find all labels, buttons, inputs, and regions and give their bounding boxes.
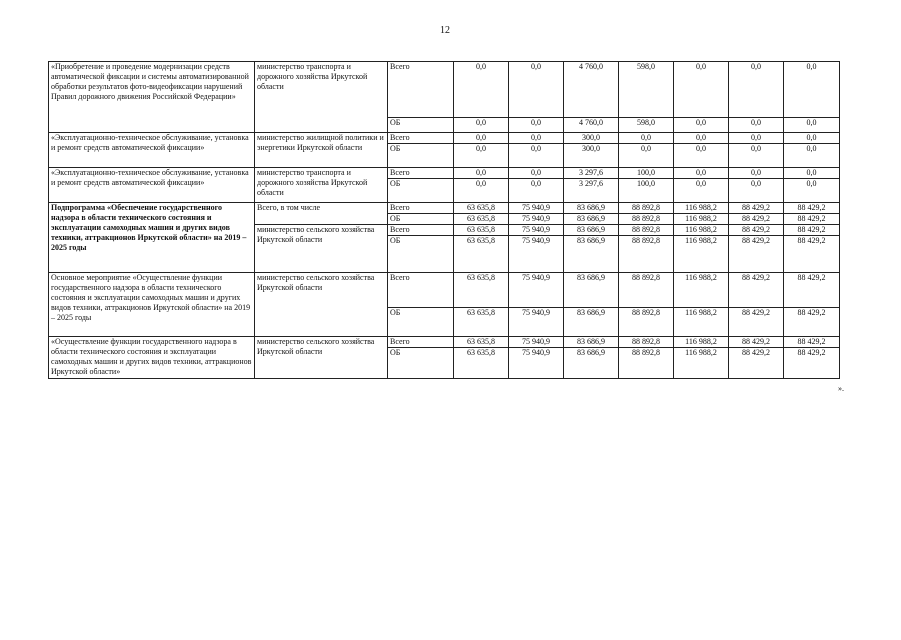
value-cell: 0,0 — [619, 133, 674, 144]
value-cell: 0,0 — [509, 144, 564, 168]
value-cell: 88 429,2 — [729, 203, 784, 214]
value-cell: 63 635,8 — [454, 273, 509, 308]
value-cell: 83 686,9 — [564, 308, 619, 337]
value-cell: 88 892,8 — [619, 214, 674, 225]
table-row — [49, 203, 840, 214]
value-cell: 300,0 — [564, 133, 619, 144]
value-cell: 100,0 — [619, 168, 674, 179]
value-cell: 88 429,2 — [784, 337, 840, 348]
value-cell: 75 940,9 — [509, 214, 564, 225]
source-label: Всего — [388, 133, 454, 144]
executor-cell: министерство транспорта и дорожного хозяйства Иркутской области — [255, 62, 388, 133]
value-cell: 116 988,2 — [674, 273, 729, 308]
value-cell: 75 940,9 — [509, 337, 564, 348]
subprogram-name: Подпрограмма «Обеспечение государственного надзора в области технического состояния и эксплуатации самоходных машин и других видов техники, аттракционов Иркутской области» на 2019 – 2025 годы — [49, 203, 255, 273]
value-cell: 116 988,2 — [674, 337, 729, 348]
value-cell: 0,0 — [674, 179, 729, 203]
executor-cell: министерство транспорта и дорожного хозяйства Иркутской области — [255, 168, 388, 203]
value-cell: 83 686,9 — [564, 203, 619, 214]
closing-quote-mark: ». — [838, 384, 844, 393]
value-cell: 88 429,2 — [729, 308, 784, 337]
table-row — [49, 62, 840, 118]
executor-cell: Всего, в том числе — [255, 203, 388, 225]
source-label: Всего — [388, 62, 454, 118]
value-cell: 0,0 — [454, 118, 509, 133]
measure-name: «Эксплуатационно-техническое обслуживание, установка и ремонт средств автоматической фиксации» — [49, 133, 255, 168]
value-cell: 88 429,2 — [729, 337, 784, 348]
value-cell: 0,0 — [784, 133, 840, 144]
value-cell: 83 686,9 — [564, 225, 619, 236]
executor-cell: министерство сельского хозяйства Иркутской области — [255, 225, 388, 273]
value-cell: 83 686,9 — [564, 348, 619, 379]
table-row — [49, 273, 840, 308]
value-cell: 0,0 — [674, 144, 729, 168]
source-label: Всего — [388, 168, 454, 179]
value-cell: 63 635,8 — [454, 236, 509, 273]
value-cell: 0,0 — [729, 62, 784, 118]
source-label: ОБ — [388, 348, 454, 379]
executor-cell: министерство жилищной политики и энергетики Иркутской области — [255, 133, 388, 168]
value-cell: 63 635,8 — [454, 337, 509, 348]
value-cell: 3 297,6 — [564, 179, 619, 203]
value-cell: 300,0 — [564, 144, 619, 168]
value-cell: 0,0 — [454, 168, 509, 179]
value-cell: 75 940,9 — [509, 203, 564, 214]
value-cell: 0,0 — [454, 144, 509, 168]
value-cell: 88 429,2 — [729, 236, 784, 273]
value-cell: 116 988,2 — [674, 214, 729, 225]
value-cell: 88 892,8 — [619, 236, 674, 273]
source-label: Всего — [388, 203, 454, 214]
measure-name: «Осуществление функции государственного надзора в области технического состояния и эксплуатации самоходных машин и других видов техники, аттракционов Иркутской области» — [49, 337, 255, 379]
value-cell: 0,0 — [509, 118, 564, 133]
value-cell: 88 429,2 — [784, 273, 840, 308]
value-cell: 88 429,2 — [729, 214, 784, 225]
value-cell: 0,0 — [454, 62, 509, 118]
value-cell: 116 988,2 — [674, 225, 729, 236]
source-label: Всего — [388, 337, 454, 348]
value-cell: 88 429,2 — [784, 236, 840, 273]
value-cell: 88 429,2 — [784, 203, 840, 214]
value-cell: 4 760,0 — [564, 62, 619, 118]
value-cell: 75 940,9 — [509, 308, 564, 337]
value-cell: 63 635,8 — [454, 348, 509, 379]
value-cell: 88 892,8 — [619, 337, 674, 348]
measure-name: Основное мероприятие «Осуществление функции государственного надзора в области технического состояния и эксплуатации самоходных машин и других видов техники, аттракционов Иркутской области» на 2019 – 2025 годы — [49, 273, 255, 337]
source-label: ОБ — [388, 214, 454, 225]
value-cell: 0,0 — [674, 62, 729, 118]
value-cell: 4 760,0 — [564, 118, 619, 133]
funding-table — [48, 61, 840, 379]
source-label: ОБ — [388, 118, 454, 133]
value-cell: 0,0 — [784, 144, 840, 168]
value-cell: 63 635,8 — [454, 214, 509, 225]
value-cell: 83 686,9 — [564, 214, 619, 225]
value-cell: 0,0 — [729, 179, 784, 203]
value-cell: 88 429,2 — [729, 348, 784, 379]
value-cell: 88 892,8 — [619, 348, 674, 379]
value-cell: 88 892,8 — [619, 203, 674, 214]
value-cell: 0,0 — [784, 62, 840, 118]
value-cell: 63 635,8 — [454, 203, 509, 214]
value-cell: 88 892,8 — [619, 308, 674, 337]
value-cell: 88 429,2 — [784, 348, 840, 379]
source-label: Всего — [388, 273, 454, 308]
value-cell: 83 686,9 — [564, 236, 619, 273]
source-label: Всего — [388, 225, 454, 236]
value-cell: 88 892,8 — [619, 225, 674, 236]
table-row — [49, 168, 840, 179]
source-label: ОБ — [388, 308, 454, 337]
executor-cell: министерство сельского хозяйства Иркутской области — [255, 273, 388, 337]
measure-name: «Приобретение и проведение модернизации средств автоматической фиксации и системы автоматизированной обработки результатов фото-видеофиксации нарушений Правил дорожного движения Российской Федерации» — [49, 62, 255, 133]
value-cell: 75 940,9 — [509, 225, 564, 236]
source-label: ОБ — [388, 236, 454, 273]
value-cell: 0,0 — [674, 118, 729, 133]
measure-name: «Эксплуатационно-техническое обслуживание, установка и ремонт средств автоматической фиксации» — [49, 168, 255, 203]
value-cell: 0,0 — [674, 133, 729, 144]
value-cell: 116 988,2 — [674, 203, 729, 214]
value-cell: 0,0 — [784, 168, 840, 179]
value-cell: 3 297,6 — [564, 168, 619, 179]
value-cell: 116 988,2 — [674, 308, 729, 337]
page-number: 12 — [440, 25, 450, 36]
executor-cell: министерство сельского хозяйства Иркутской области — [255, 337, 388, 379]
value-cell: 0,0 — [729, 168, 784, 179]
value-cell: 0,0 — [509, 168, 564, 179]
table-row — [49, 133, 840, 144]
value-cell: 0,0 — [784, 179, 840, 203]
value-cell: 88 892,8 — [619, 273, 674, 308]
value-cell: 0,0 — [784, 118, 840, 133]
value-cell: 83 686,9 — [564, 273, 619, 308]
value-cell: 83 686,9 — [564, 337, 619, 348]
value-cell: 0,0 — [509, 133, 564, 144]
source-label: ОБ — [388, 144, 454, 168]
value-cell: 0,0 — [619, 144, 674, 168]
source-label: ОБ — [388, 179, 454, 203]
value-cell: 75 940,9 — [509, 236, 564, 273]
value-cell: 0,0 — [674, 168, 729, 179]
value-cell: 116 988,2 — [674, 236, 729, 273]
value-cell: 598,0 — [619, 118, 674, 133]
value-cell: 88 429,2 — [729, 225, 784, 236]
value-cell: 75 940,9 — [509, 348, 564, 379]
value-cell: 88 429,2 — [729, 273, 784, 308]
value-cell: 63 635,8 — [454, 308, 509, 337]
value-cell: 100,0 — [619, 179, 674, 203]
value-cell: 0,0 — [509, 179, 564, 203]
value-cell: 88 429,2 — [784, 214, 840, 225]
table-row — [49, 337, 840, 348]
value-cell: 0,0 — [729, 118, 784, 133]
value-cell: 0,0 — [729, 144, 784, 168]
value-cell: 116 988,2 — [674, 348, 729, 379]
value-cell: 0,0 — [454, 133, 509, 144]
value-cell: 0,0 — [729, 133, 784, 144]
value-cell: 0,0 — [509, 62, 564, 118]
value-cell: 0,0 — [454, 179, 509, 203]
value-cell: 63 635,8 — [454, 225, 509, 236]
value-cell: 88 429,2 — [784, 308, 840, 337]
value-cell: 75 940,9 — [509, 273, 564, 308]
value-cell: 598,0 — [619, 62, 674, 118]
value-cell: 88 429,2 — [784, 225, 840, 236]
